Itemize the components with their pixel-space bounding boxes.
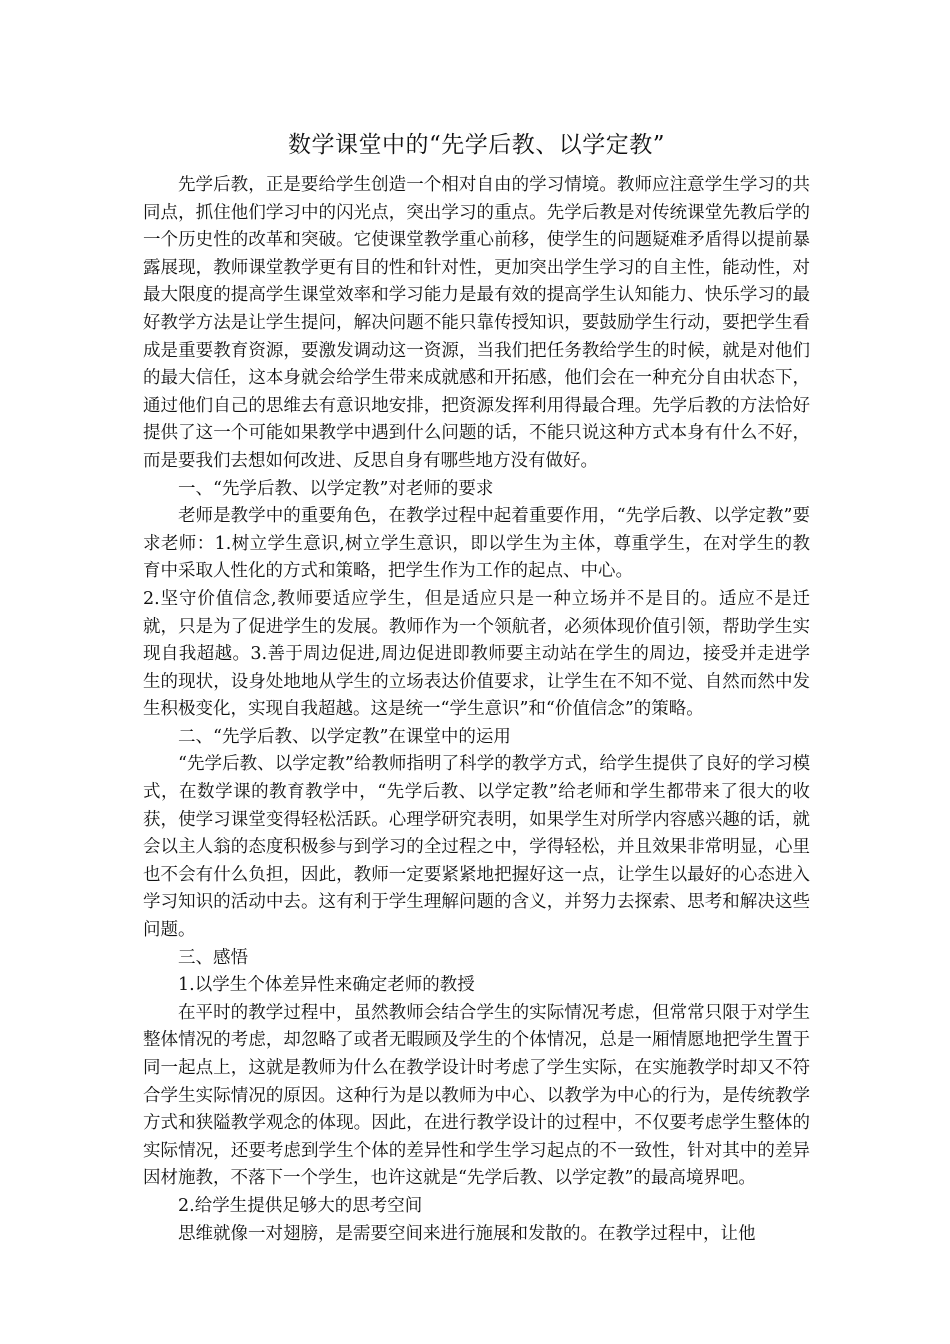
subheading-thinking-space: 2.给学生提供足够大的思考空间 bbox=[178, 1195, 423, 1216]
paragraph-value-belief: 2.坚守价值信念,教师要适应学生，但是适应只是一种立场并不是目的。适应不是迁就，只是为了促进学生的发展。教师作为一个领航者，必须体现价值引领，帮助学生实现自我超越。3.善于周边促进,周边促进即教师要主动站在学生的周边，接受并走进学生的现状，设身处地地从学生的立场表达价值要求，让学生在不知不觉、自然而然中发生积极变化，实现自我超越。这是统一“学生意识”和“价值信念”的策略。 bbox=[143, 588, 810, 720]
subheading-individual-difference: 1.以学生个体差异性来确定老师的教授 bbox=[178, 975, 475, 996]
section-heading-1: 一、“先学后教、以学定教”对老师的要求 bbox=[178, 478, 494, 499]
section-heading-2: 二、“先学后教、以学定教”在课堂中的运用 bbox=[178, 726, 511, 747]
paragraph-teacher-requirements: 老师是教学中的重要角色，在教学过程中起着重要作用，“先学后教、以学定教”要求老师：1.树立学生意识,树立学生意识，即以学生为主体，尊重学生，在对学生的教育中采取人性化的方式和策略，把学生作为工作的起点、中心。 bbox=[143, 506, 810, 582]
section-heading-3: 三、感悟 bbox=[178, 947, 248, 968]
paragraph-thinking-space: 思维就像一对翅膀，是需要空间来进行施展和发散的。在教学过程中，让他 bbox=[178, 1223, 756, 1244]
paragraph-individual-difference: 在平时的教学过程中，虽然教师会结合学生的实际情况考虑，但常常只限于对学生整体情况的考虑，却忽略了或者无暇顾及学生的个体情况，总是一厢情愿地把学生置于同一起点上，这就是教师为什么在教学设计时考虑了学生实际，在实施教学时却又不符合学生实际情况的原因。这种行为是以教师为中心、以教学为中心的行为，是传统教学方式和狭隘教学观念的体现。因此，在进行教学设计的过程中，不仅要考虑学生整体的实际情况，还要考虑到学生个体的差异性和学生学习起点的不一致性，针对其中的差异因材施教，不落下一个学生，也许这就是“先学后教、以学定教”的最高境界吧。 bbox=[143, 1002, 810, 1189]
document-title: 数学课堂中的“先学后教、以学定教” bbox=[287, 132, 666, 158]
paragraph-classroom-use: “先学后教、以学定教”给教师指明了科学的教学方式，给学生提供了良好的学习模式，在数学课的教育教学中，“先学后教、以学定教”给老师和学生都带来了很大的收获，使学习课堂变得轻松活跃。心理学研究表明，如果学生对所学内容感兴趣的话，就会以主人翁的态度积极参与到学习的全过程之中，学得轻松，并且效果非常明显，心里也不会有什么负担，因此，教师一定要紧紧地把握好这一点，让学生以最好的心态进入学习知识的活动中去。这有利于学生理解问题的含义，并努力去探索、思考和解决这些问题。 bbox=[143, 754, 810, 941]
document-body bbox=[143, 128, 810, 1248]
paragraph-intro: 先学后教，正是要给学生创造一个相对自由的学习情境。教师应注意学生学习的共同点，抓住他们学习中的闪光点，突出学习的重点。先学后教是对传统课堂先教后学的一个历史性的改革和突破。它使课堂教学重心前移，使学生的问题疑难矛盾得以提前暴露展现，教师课堂教学更有目的性和针对性，更加突出学生学习的自主性，能动性，对最大限度的提高学生课堂效率和学习能力是最有效的提高学生认知能力、快乐学习的最好教学方法是让学生提问，解决问题不能只靠传授知识，要鼓励学生行动，要把学生看成是重要教育资源，要激发调动这一资源，当我们把任务教给学生的时候，就是对他们的最大信任，这本身就会给学生带来成就感和开拓感，他们会在一种充分自由状态下，通过他们自己的思维去有意识地安排，把资源发挥利用得最合理。先学后教的方法恰好提供了这一个可能如果教学中遇到什么问题的话，不能只说这种方式本身有什么不好，而是要我们去想如何改进、反思自身有哪些地方没有做好。 bbox=[143, 175, 810, 471]
